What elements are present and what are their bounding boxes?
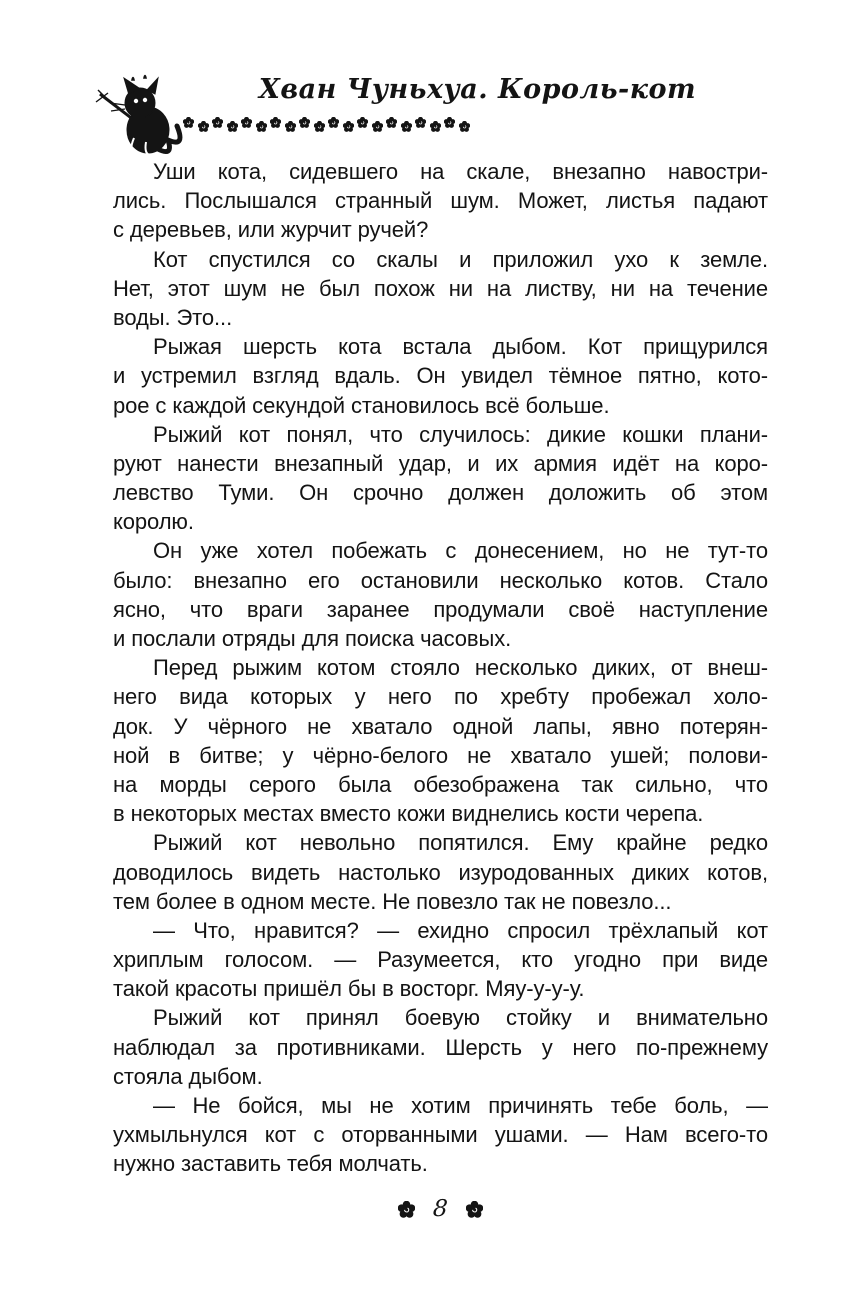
paw-flower-icon (198, 121, 209, 132)
paw-flower-icon (401, 121, 412, 132)
text-line: док. У чёрного не хватало одной лапы, явно потерян- (113, 713, 768, 739)
paw-flower-icon (256, 121, 267, 132)
page-number: 8 (432, 1196, 449, 1222)
paw-flower-icon (314, 121, 325, 132)
book-title: Хван Чуньхуа. Король-кот (258, 74, 697, 105)
text-line: королю. (113, 509, 194, 535)
text-line: ухмыльнулся кот с оторванными ушами. — Нам всего-то (113, 1122, 768, 1148)
text-line: Нет, этот шум не был похож ни на листву, ни на течение (113, 275, 768, 301)
text-line: Рыжий кот невольно попятился. Ему крайне редко (153, 830, 768, 856)
text-line: и устремил взгляд вдаль. Он увидел тёмное пятно, кото- (113, 363, 768, 389)
text-line: Рыжая шерсть кота встала дыбом. Кот прищурился (153, 334, 768, 360)
text-line: Рыжий кот понял, что случилось: дикие кошки плани- (153, 421, 768, 447)
page-text (113, 157, 768, 1179)
paw-divider (183, 110, 470, 136)
paragraph (113, 332, 768, 420)
paw-flower-icon (444, 117, 455, 128)
text-line: — Что, нравится? — ехидно спросил трёхлапый кот (153, 917, 768, 943)
text-line: такой красоты пришёл бы в восторг. Мяу-у-у-у. (113, 976, 585, 1002)
paw-flower-icon (372, 121, 383, 132)
text-line: ной в битве; у чёрно-белого не хватало ушей; полови- (113, 742, 768, 768)
paw-flower-icon (241, 117, 252, 128)
text-line: Кот спустился со скалы и приложил ухо к земле. (153, 246, 768, 272)
text-line: — Не бойся, мы не хотим причинять тебе боль, — (153, 1093, 768, 1118)
footer (113, 1196, 768, 1222)
paragraph (113, 1003, 768, 1091)
paragraph (113, 536, 768, 653)
paragraph (113, 916, 768, 1004)
paw-flower-icon (212, 117, 223, 128)
text-line: рое с каждой секундой становилось всё больше. (113, 392, 610, 418)
text-line: Он уже хотел побежать с донесением, но не тут-то (153, 538, 768, 564)
text-line: Рыжий кот принял боевую стойку и внимательно (153, 1005, 768, 1031)
paw-flower-icon (357, 117, 368, 128)
paw-flower-icon (386, 117, 397, 128)
paw-flower-icon (415, 117, 426, 128)
text-line: на морды серого была обезображена так сильно, что (113, 771, 768, 797)
text-line: и послали отряды для поиска часовых. (113, 626, 512, 651)
paw-flower-icon (183, 117, 194, 128)
paragraph (113, 245, 768, 333)
text-line: наблюдал за противниками. Шерсть у него по-прежнему (113, 1034, 768, 1060)
paw-flower-icon (466, 1201, 483, 1218)
paw-flower-icon (459, 121, 470, 132)
text-line: воды. Это... (113, 304, 233, 330)
paw-flower-icon (285, 121, 296, 132)
text-line: было: внезапно его остановили несколько котов. Стало (113, 567, 768, 593)
text-line: доводилось видеть настолько изуродованных диких котов, (113, 859, 768, 885)
text-line: стояла дыбом. (113, 1063, 263, 1089)
paragraph (113, 1091, 768, 1179)
paragraph (113, 157, 768, 245)
paw-flower-icon (227, 121, 238, 132)
paragraph (113, 828, 768, 916)
text-line: ясно, что враги заранее продумали своё наступление (113, 596, 768, 622)
paw-flower-icon (270, 117, 281, 128)
paragraph (113, 653, 768, 828)
text-line: левство Туми. Он срочно должен доложить об этом (113, 480, 768, 506)
text-line: с деревьев, или журчит ручей? (113, 217, 429, 243)
paw-flower-icon (328, 117, 339, 128)
paragraph (113, 420, 768, 537)
text-line: нужно заставить тебя молчать. (113, 1151, 428, 1177)
text-line: Перед рыжим котом стояло несколько диких, от внеш- (153, 655, 768, 681)
text-line: Уши кота, сидевшего на скале, внезапно навостри- (153, 159, 768, 184)
paw-flower-icon (430, 121, 441, 132)
text-line: в некоторых местах вместо кожи виднелись кости черепа. (113, 801, 704, 827)
text-line: тем более в одном месте. Не повезло так не повезло... (113, 888, 672, 914)
paw-flower-icon (299, 117, 310, 128)
text-line: лись. Послышался странный шум. Может, листья падают (113, 188, 768, 214)
text-line: хриплым голосом. — Разумеется, кто угодно при виде (113, 947, 768, 973)
text-line: него вида которых у него по хребту пробежал холо- (113, 684, 768, 710)
paw-flower-icon (398, 1201, 415, 1218)
paw-flower-icon (343, 121, 354, 132)
text-line: руют нанести внезапный удар, и их армия идёт на коро- (113, 450, 768, 476)
